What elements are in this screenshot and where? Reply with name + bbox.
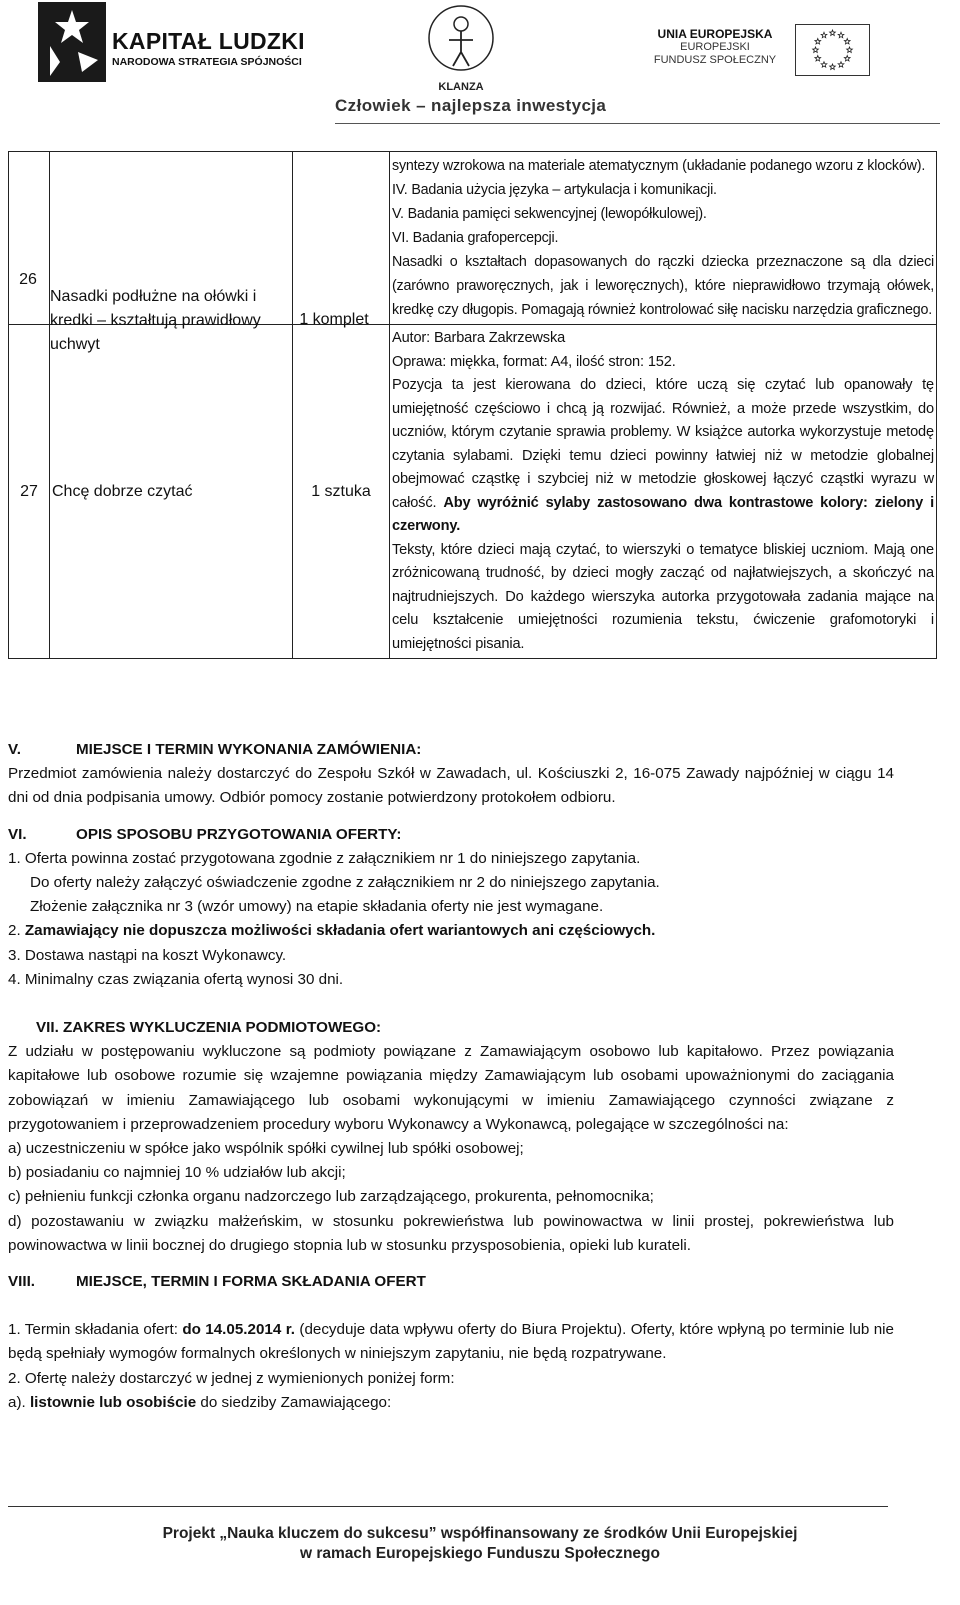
footer-divider <box>8 1506 888 1507</box>
section-text: Przedmiot zamówienia należy dostarczyć do Zespołu Szkół w Zawadach, ul. Kościuszki 2, 16-075 Zawady najpóźniej w ciągu 14 dni od dnia podpisania umowy. Odbiór pomocy zostanie potwierdzony protokołem odbioru. <box>8 765 894 807</box>
list-item: 2. Zamawiający nie dopuszcza możliwości składania ofert wariantowych ani częściowych. <box>8 922 656 940</box>
kapital-ludzki-subtitle: NARODOWA STRATEGIA SPÓJNOŚCI <box>112 56 302 68</box>
kapital-ludzki-logo-icon <box>38 2 106 82</box>
row-number: 26 <box>19 271 37 288</box>
row-number-cell <box>9 152 50 325</box>
list-item: 1. Termin składania ofert: do 14.05.2014 r. (decyduje data wpływu oferty do Biura Projektu). Oferty, które wpłyną po terminie lub nie będą spełniały wymogów formalnych określonych w niniejszym zapytaniu, nie będą rozpatrywane. <box>8 1321 894 1363</box>
row-number: 27 <box>9 325 50 659</box>
kapital-ludzki-title: KAPITAŁ LUDZKI <box>112 28 305 54</box>
list-item: c) pełnieniu funkcji członka organu nadzorczego lub zarządzającego, prokurenta, pełnomocnika; <box>8 1188 654 1206</box>
item-name: Nasadki podłużne na ołówki i kredki – kształtują prawidłowy uchwyt <box>50 288 261 353</box>
list-item: a) uczestniczeniu w spółce jako wspólnik spółki cywilnej lub spółki osobowej; <box>8 1140 524 1158</box>
page-header <box>0 0 960 125</box>
section-heading: VIII. MIEJSCE, TERMIN I FORMA SKŁADANIA OFERT <box>8 1273 426 1291</box>
section-heading: V. MIEJSCE I TERMIN WYKONANIA ZAMÓWIENIA: <box>8 741 422 758</box>
item-quantity: 1 sztuka <box>293 325 390 659</box>
list-item: d) pozostawaniu w związku małżeńskim, w stosunku pokrewieństwa lub powinowactwa w linii prostej, pokrewieństwa lub powinowactwa w linii bocznej do drugiego stopnia lub w stosunku przysposobienia, opieki lub kurateli. <box>8 1212 894 1254</box>
section-heading: VII. ZAKRES WYKLUCZENIA PODMIOTOWEGO: <box>36 1019 382 1037</box>
list-item: 2. Ofertę należy dostarczyć w jednej z wymienionych poniżej form: <box>8 1369 455 1387</box>
item-name: Chcę dobrze czytać <box>50 325 293 659</box>
desc-text: Teksty, które dzieci mają czytać, to wierszyki o tematyce bliskiej uczniom. Mają one zróżnicowaną trudność, by dzieci mogły zacząć od najłatwiejszych, a skończyć na najtrudniejszych. Do każdego wierszyka autorka przygotowała zadania mające na celu kształcenie umiejętności rozumienia tekstu, ćwiczenie grafomotoryki i umiejętności pisania. <box>392 541 934 652</box>
klanza-label: KLANZA <box>438 81 484 93</box>
desc-line: V. Badania pamięci sekwencyjnej (lewopółkulowej). <box>392 206 707 222</box>
desc-line: VI. Badania grafopercepcji. <box>392 230 559 246</box>
table-row <box>9 325 937 659</box>
list-item: a). listownie lub osobiście do siedziby Zamawiającego: <box>8 1393 392 1411</box>
eu-line-3: FUNDUSZ SPOŁECZNY <box>653 54 777 66</box>
eu-line-2: EUROPEJSKI <box>680 41 750 53</box>
desc-text: Pozycja ta jest kierowana do dzieci, które uczą się czytać lub opanowały tę umiejętność częściowo i chcą ją rozwijać. Również, a może przede wszystkim, do uczniów, którym czytanie sprawia problemy. W książce autorka wykorzystuje metodę czytania sylabami. Dzięki temu dzieci powinny łatwiej niż w metodzie globalnej obejmować cząstkę i szybciej niż w metodzie głoskowej łączyć cząstki wyrazu w całość. <box>392 377 934 511</box>
description-cell <box>390 152 937 325</box>
document-body <box>8 738 894 1415</box>
section-heading: VI. OPIS SPOSOBU PRZYGOTOWANIA OFERTY: <box>8 825 402 843</box>
motto: Człowiek – najlepsza inwestycja <box>335 96 607 115</box>
klanza-logo-icon <box>425 0 497 95</box>
footer-line-2: w ramach Europejskiego Funduszu Społecznego <box>299 1545 660 1562</box>
eu-text <box>640 28 790 67</box>
desc-bold: Aby wyróżnić sylaby zastosowano dwa kontrastowe kolory: zielony i czerwony. <box>392 494 934 534</box>
description-cell <box>390 325 937 659</box>
list-item: 4. Minimalny czas związania ofertą wynosi 30 dni. <box>8 970 344 988</box>
desc-line: syntezy wzrokowa na materiale atematycznym (układanie podanego wzoru z klocków). <box>392 158 926 174</box>
section-text: Z udziału w postępowaniu wykluczone są podmioty powiązane z Zamawiającym osobowo lub kapitałowo. Przez powiązania kapitałowe lub osobowe rozumie się wzajemne powiązania między Zamawiającym lub osobami upoważnionymi do zaciągania zobowiązań w imieniu Zamawiającego lub osobami wykonującymi w imieniu Zamawiającego czynności związane z przygotowaniem i przeprowadzeniem procedury wyboru Wykonawcy a Wykonawcą, polegające w szczególności na: <box>8 1043 894 1133</box>
desc-line: IV. Badania użycia języka – artykulacja i komunikacji. <box>392 182 717 198</box>
list-item: 3. Dostawa nastąpi na koszt Wykonawcy. <box>8 946 287 964</box>
author: Autor: Barbara Zakrzewska <box>392 330 566 346</box>
binding-info: Oprawa: miękka, format: A4, ilość stron: 152. <box>392 353 676 370</box>
footer-line-1: Projekt „Nauka kluczem do sukcesu” współfinansowany ze środków Unii Europejskiej <box>162 1525 798 1542</box>
eu-line-1: UNIA EUROPEJSKA <box>657 27 773 41</box>
desc-text: Nasadki o kształtach dopasowanych do rączki dziecka przeznaczone są dla dzieci (zarówno praworęcznych, jak i leworęcznych), które nieprawidłowo trzymają ołówek, kredkę czy długopis. Pomagają również kontrolować siłę nacisku narzędzia graficznego. <box>392 254 934 318</box>
list-item: 1. Oferta powinna zostać przygotowana zgodnie z załącznikiem nr 1 do niniejszego zapytania. <box>8 849 641 867</box>
page-footer <box>0 1524 960 1564</box>
quantity-cell <box>293 152 390 325</box>
eu-flag-icon <box>795 24 870 76</box>
header-divider <box>335 123 940 124</box>
list-item: Do oferty należy załączyć oświadczenie zgodne z załącznikiem nr 2 do niniejszego zapytania. <box>30 874 660 892</box>
list-item: Złożenie załącznika nr 3 (wzór umowy) na etapie składania oferty nie jest wymagane. <box>30 898 604 916</box>
items-table <box>8 151 937 659</box>
desc-para <box>392 374 934 539</box>
list-item: b) posiadaniu co najmniej 10 % udziałów lub akcji; <box>8 1164 346 1182</box>
item-quantity: 1 komplet <box>299 311 369 328</box>
